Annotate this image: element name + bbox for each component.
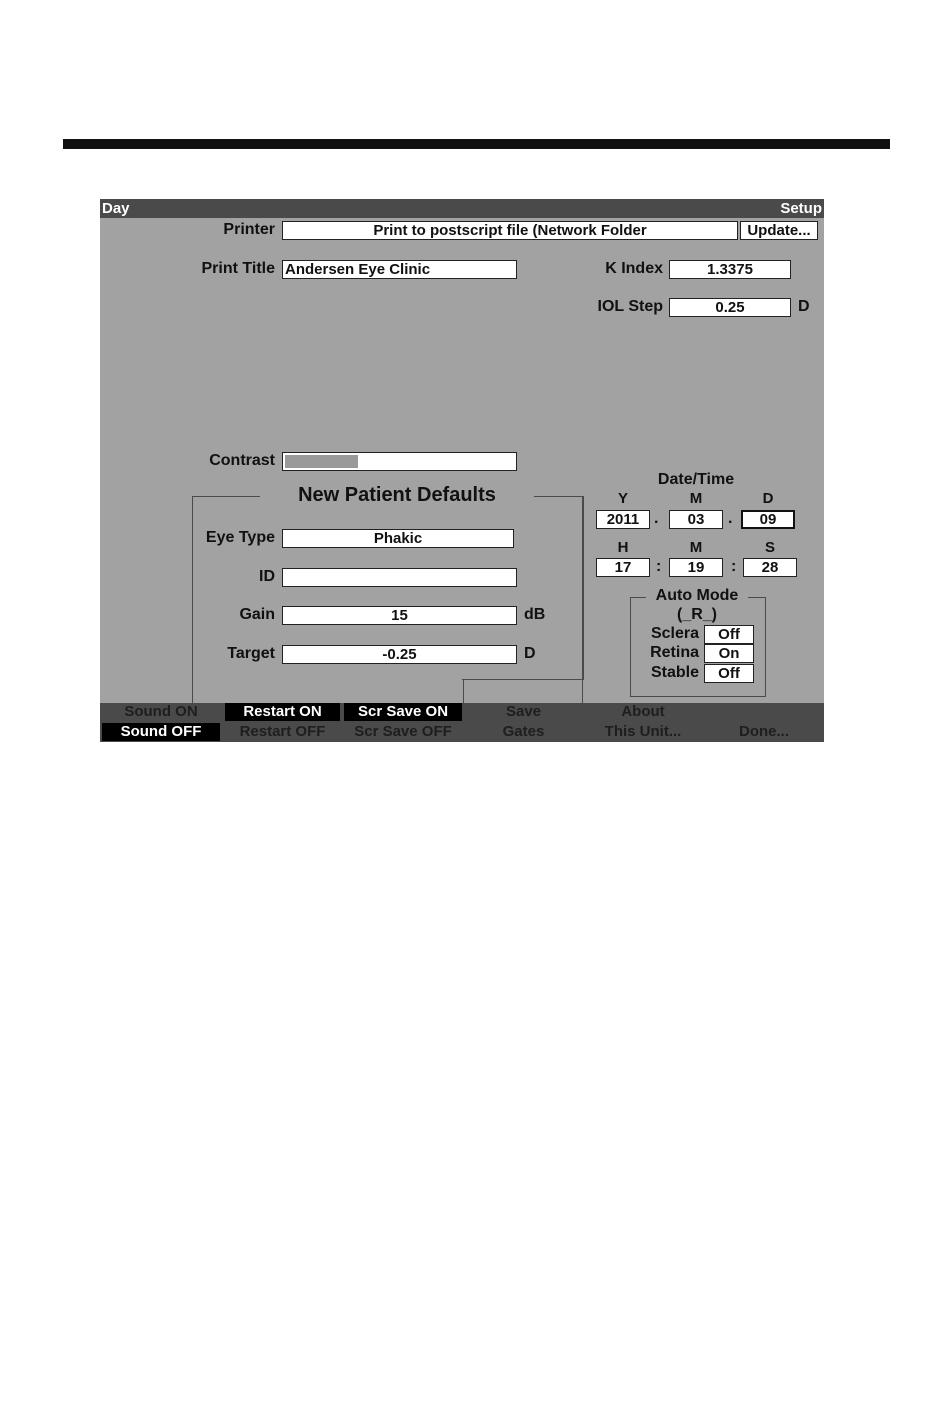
save-gates-key-bottom[interactable]: Gates [502, 723, 545, 740]
k-index-label: K Index [605, 260, 663, 277]
target-label: Target [227, 645, 275, 662]
contrast-level-fill [285, 455, 358, 468]
date-separator-2: . [728, 510, 733, 527]
hour-label: H [617, 539, 629, 556]
day-input[interactable]: 09 [741, 510, 795, 529]
sclera-label: Sclera [650, 625, 699, 642]
month-label: M [689, 490, 703, 507]
datetime-title: Date/Time [657, 471, 735, 488]
update-printer-button[interactable]: Update... [740, 221, 818, 240]
year-label: Y [617, 490, 628, 507]
time-separator-2: : [731, 558, 737, 575]
print-title-input[interactable]: Andersen Eye Clinic [282, 260, 517, 279]
stable-toggle[interactable]: Off [704, 664, 754, 683]
save-gates-key-top[interactable]: Save [505, 703, 542, 720]
target-input[interactable]: -0.25 [282, 645, 517, 664]
minute-label: M [689, 539, 703, 556]
printer-field[interactable]: Print to postscript file (Network Folder [282, 221, 738, 240]
setup-screen [100, 199, 824, 742]
id-label: ID [259, 568, 275, 585]
gain-label: Gain [239, 606, 275, 623]
auto-mode-title: Auto Mode [646, 587, 748, 605]
print-title-label: Print Title [201, 260, 275, 277]
minute-input[interactable]: 19 [669, 558, 723, 577]
id-input[interactable] [282, 568, 517, 587]
scr-save-off-key[interactable]: Scr Save OFF [354, 723, 452, 740]
stable-label: Stable [650, 664, 699, 681]
iol-step-input[interactable]: 0.25 [669, 298, 791, 317]
k-index-input[interactable]: 1.3375 [669, 260, 791, 279]
page-rule [63, 139, 890, 149]
hour-input[interactable]: 17 [596, 558, 650, 577]
about-key-top[interactable]: About [621, 703, 665, 720]
sclera-toggle[interactable]: Off [704, 625, 754, 644]
title-bar [100, 199, 824, 218]
date-separator-1: . [654, 510, 659, 527]
day-label: D [762, 490, 774, 507]
group-right-edge [582, 496, 583, 706]
retina-label: Retina [650, 644, 699, 661]
eye-type-label: Eye Type [205, 529, 275, 546]
retina-toggle[interactable]: On [704, 644, 754, 663]
month-input[interactable]: 03 [669, 510, 723, 529]
new-patient-defaults-title: New Patient Defaults [260, 484, 534, 506]
time-separator-1: : [656, 558, 662, 575]
about-key-bottom[interactable]: This Unit... [604, 723, 682, 740]
second-label: S [764, 539, 775, 556]
scr-save-on-key[interactable]: Scr Save ON [344, 703, 462, 721]
group-step-line [462, 679, 582, 680]
second-input[interactable]: 28 [743, 558, 797, 577]
iol-step-label: IOL Step [597, 298, 663, 315]
eye-type-select[interactable]: Phakic [282, 529, 514, 548]
sound-on-key[interactable]: Sound ON [124, 703, 198, 720]
contrast-slider[interactable] [282, 452, 517, 471]
gain-input[interactable]: 15 [282, 606, 517, 625]
restart-off-key[interactable]: Restart OFF [239, 723, 326, 740]
window-title-right: Setup [780, 200, 822, 217]
contrast-label: Contrast [209, 452, 275, 469]
window-title-left: Day [102, 200, 130, 217]
restart-on-key[interactable]: Restart ON [225, 703, 340, 721]
year-input[interactable]: 2011 [596, 510, 650, 529]
iol-step-unit: D [798, 298, 810, 315]
auto-mode-code: (_R_) [676, 606, 717, 623]
printer-label: Printer [223, 221, 275, 238]
softkey-bar [100, 703, 824, 742]
done-key[interactable]: Done... [738, 723, 789, 740]
sound-off-key[interactable]: Sound OFF [102, 723, 220, 741]
target-unit: D [524, 645, 536, 662]
gain-unit: dB [524, 606, 546, 623]
